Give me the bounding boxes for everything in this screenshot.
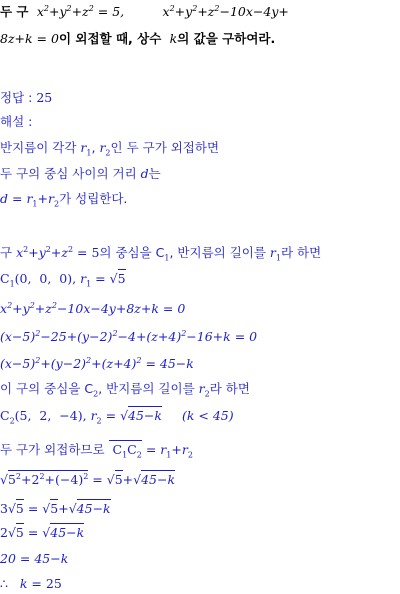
explanation-label: 해설 :: [0, 114, 33, 129]
explanation-line-14: 2√5 = √45−k: [0, 525, 85, 540]
explanation-line-16: ∴ k = 25: [0, 576, 62, 591]
explanation-line-1: 반지름이 각각 $r_1$, $r_2$인 두 구가 외접하면: [0, 140, 220, 158]
question-line-2: 8z+k = 0이 외접할 때, 상수 k의 값을 구하여라.: [0, 31, 276, 46]
question-prefix: 두 구: [0, 4, 29, 19]
explanation-line-2: 두 구의 중심 사이의 거리 d는: [0, 166, 161, 181]
explanation-line-9: 이 구의 중심을 $C_2$, 반지름의 길이를 $r_2$라 하면: [0, 381, 250, 399]
explanation-line-3: $d = r_1+r_2$가 성립한다.: [0, 191, 128, 209]
explanation-line-6: $x^2+y^2+z^2-10x-4y+8z+k = 0$: [0, 300, 186, 316]
explanation-line-8: $(x-5)^2+(y-2)^2+(z+4)^2 = 45-k$: [0, 355, 194, 371]
explanation-line-12: $√5^2+2^2+(-4)^2 = √5+√45-k$: [0, 471, 176, 487]
explanation-line-11: 두 구가 외접하므로 $C_1C_2 = r_1+r_2$: [0, 442, 193, 460]
answer-label: 정답 : 25: [0, 90, 53, 105]
question-ending: 의 값을 구하여라.: [177, 31, 276, 46]
explanation-line-7: $(x-5)^2-25+(y-2)^2-4+(z+4)^2-16+k = 0$: [0, 328, 258, 344]
question-tail: 이 외접할 때, 상수: [58, 31, 162, 46]
question-line-1: 두 구 $x^2+y^2+z^2 = 5$, $x^2+y^2+z^2-10x-4y+$: [0, 3, 289, 19]
explanation-line-10: $C_2(5$, 2, −4), $r_2 = √45-k$ (k < 45): [0, 408, 234, 426]
explanation-line-15: 20 = 45−k: [0, 551, 69, 566]
explanation-line-13: 3√5 = √5+√45−k: [0, 501, 111, 516]
explanation-line-5: $C_1(0$, 0, 0), $r_1 = √5$: [0, 271, 126, 289]
explanation-line-4: 구 $x^2+y^2+z^2 = 5$의 중심을 $C_1$, 반지름의 길이를 $r_1$라 하면: [0, 244, 322, 263]
